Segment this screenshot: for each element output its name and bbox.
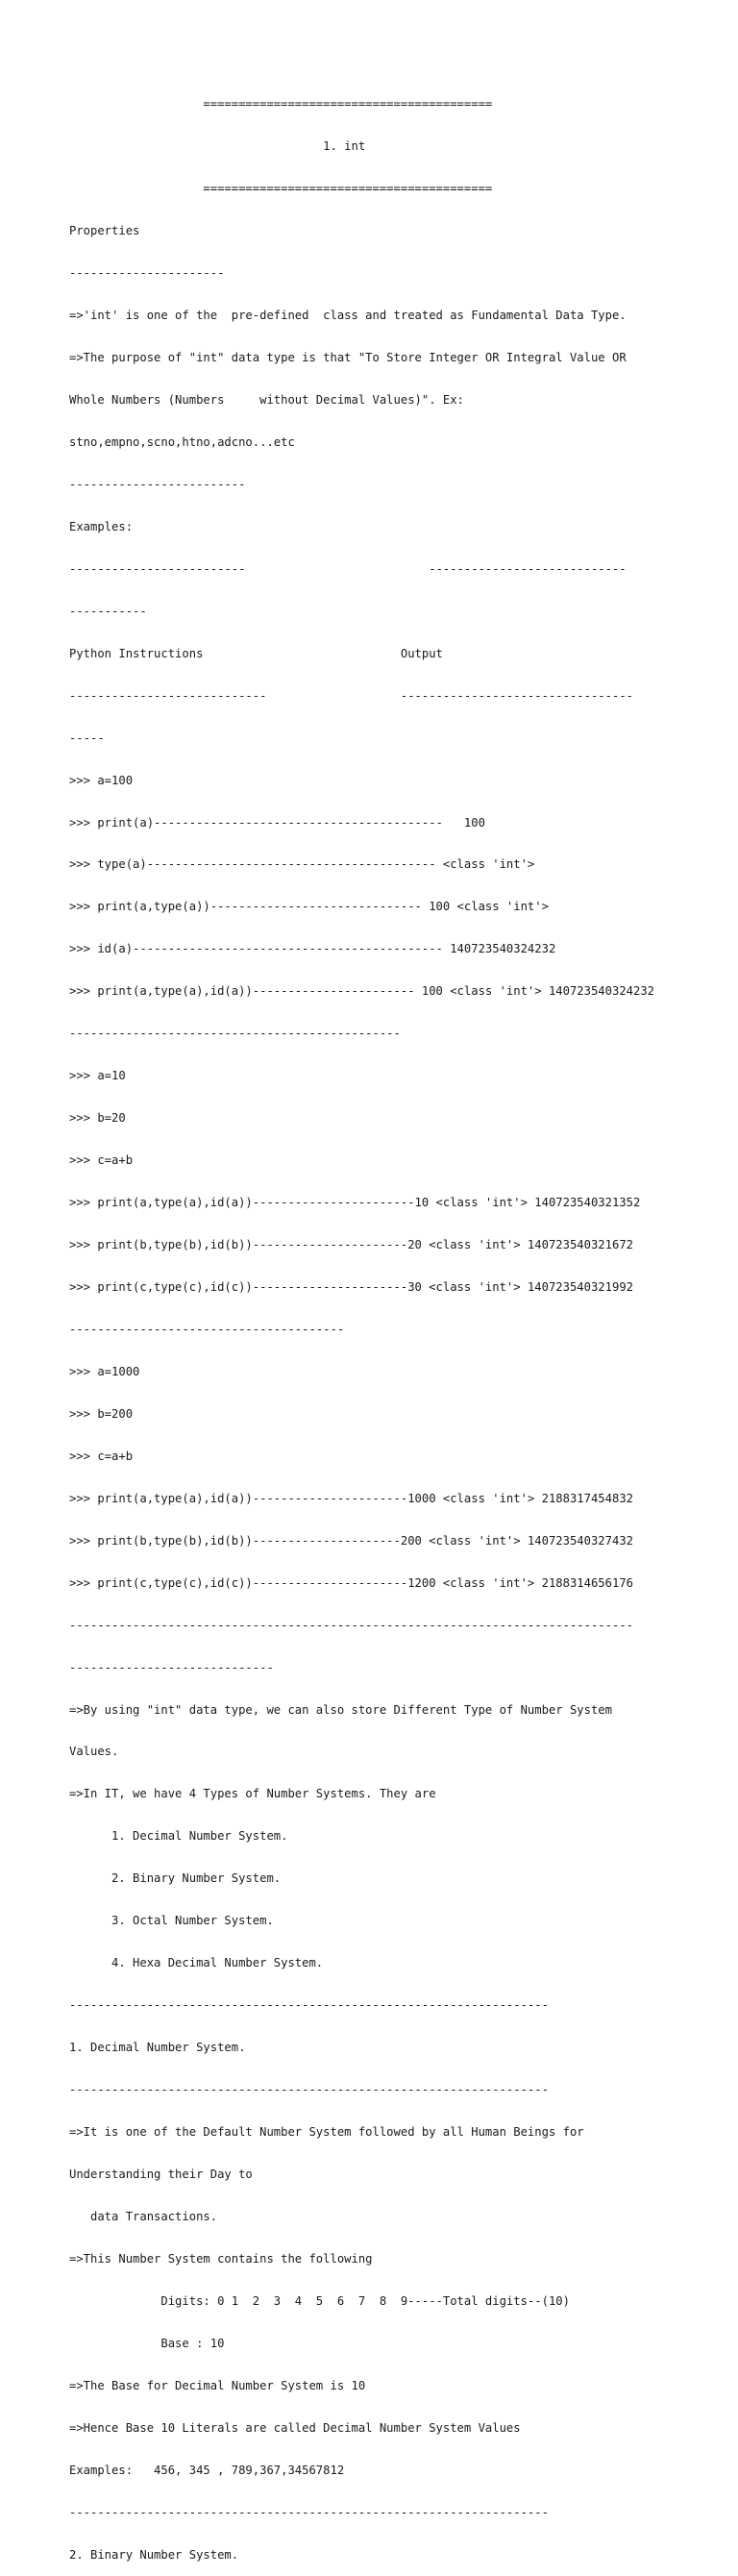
text-line: =>The purpose of "int" data type is that "To Store Integer OR Integral Value OR <box>69 351 627 365</box>
list-item: 3. Octal Number System. <box>69 1914 274 1928</box>
text-line: =>Hence Base 10 Literals are called Decimal Number System Values <box>69 2420 521 2435</box>
code-line: >>> id(a)-------------------------------------------- 140723540324232 <box>69 942 556 956</box>
text-line: =>By using "int" data type, we can also store Different Type of Number System <box>69 1702 612 1717</box>
code-line: >>> print(a)----------------------------------------- 100 <box>69 815 485 830</box>
separator: -------------------------------------------------------------------- <box>69 2505 549 2519</box>
text-line: =>The Base for Decimal Number System is 10 <box>69 2378 366 2392</box>
separator: ----------------------------- <box>69 1660 274 1674</box>
text-line: Examples: 456, 345 , 789,367,34567812 <box>69 2463 345 2477</box>
separator: ----------------------------------------------- <box>69 1027 401 1041</box>
text-line: Values. <box>69 1745 119 1759</box>
separator: ------------------------- <box>69 477 246 491</box>
code-line: >>> print(c,type(c),id(c))----------------------1200 <class 'int'> 2188314656176 <box>69 1575 633 1590</box>
list-item: 4. Hexa Decimal Number System. <box>69 1956 324 1970</box>
code-line: >>> print(a,type(a),id(a))----------------------- 100 <class 'int'> 140723540324232 <box>69 984 655 999</box>
text-line: =>'int' is one of the pre-defined class and treated as Fundamental Data Type. <box>69 309 627 323</box>
document-page <box>69 69 732 2576</box>
text-line: =>It is one of the Default Number System followed by all Human Beings for <box>69 2125 584 2140</box>
header-rule-top: ========================================= <box>69 97 493 111</box>
code-line: >>> print(b,type(b),id(b))----------------------20 <class 'int'> 140723540321672 <box>69 1238 633 1252</box>
subsection-heading: 1. Decimal Number System. <box>69 2041 246 2055</box>
code-line: >>> a=100 <box>69 773 134 787</box>
code-line: >>> a=1000 <box>69 1364 140 1378</box>
code-line: >>> b=200 <box>69 1406 134 1421</box>
header-rule-bottom: ========================================= <box>69 182 493 196</box>
separator: --------------------------------------- <box>69 1322 345 1336</box>
code-line: >>> c=a+b <box>69 1153 134 1168</box>
code-line: >>> print(a,type(a),id(a))-----------------------10 <class 'int'> 140723540321352 <box>69 1196 641 1210</box>
text-line: Digits: 0 1 2 3 4 5 6 7 8 9-----Total digits--(10) <box>69 2293 570 2308</box>
column-headers: Python Instructions Output <box>69 646 443 660</box>
list-item: 1. Decimal Number System. <box>69 1829 288 1844</box>
separator: ------------------------- ---------------------------- <box>69 561 627 576</box>
text-line: Understanding their Day to <box>69 2167 253 2182</box>
code-line: >>> print(a,type(a),id(a))----------------------1000 <class 'int'> 2188317454832 <box>69 1491 633 1505</box>
separator: ---------------------- <box>69 266 225 281</box>
code-line: >>> print(a,type(a))------------------------------ 100 <class 'int'> <box>69 900 549 914</box>
section-title: 1. int <box>69 139 366 154</box>
separator: ---------------------------- --------------------------------- <box>69 688 633 703</box>
text-line: stno,empno,scno,htno,adcno...etc <box>69 434 295 449</box>
code-line: >>> print(b,type(b),id(b))---------------------200 <class 'int'> 140723540327432 <box>69 1533 633 1548</box>
properties-heading: Properties <box>69 224 140 238</box>
separator: ----- <box>69 731 105 745</box>
separator: -------------------------------------------------------------------- <box>69 2083 549 2097</box>
text-line: =>This Number System contains the following <box>69 2251 373 2266</box>
subsection-heading: 2. Binary Number System. <box>69 2547 239 2562</box>
separator: -------------------------------------------------------------------------------- <box>69 1618 633 1632</box>
code-line: >>> a=10 <box>69 1069 126 1083</box>
list-item: 2. Binary Number System. <box>69 1871 282 1886</box>
text-line: Base : 10 <box>69 2336 225 2350</box>
text-line: data Transactions. <box>69 2209 218 2223</box>
code-line: >>> print(c,type(c),id(c))----------------------30 <class 'int'> 140723540321992 <box>69 1280 633 1294</box>
text-line: =>In IT, we have 4 Types of Number Systems. They are <box>69 1787 436 1801</box>
separator: ----------- <box>69 604 147 618</box>
separator: -------------------------------------------------------------------- <box>69 1998 549 2013</box>
examples-heading: Examples: <box>69 519 134 533</box>
code-line: >>> type(a)----------------------------------------- <class 'int'> <box>69 857 535 872</box>
code-line: >>> c=a+b <box>69 1449 134 1463</box>
text-line: Whole Numbers (Numbers without Decimal Values)". Ex: <box>69 392 464 407</box>
code-line: >>> b=20 <box>69 1111 126 1126</box>
